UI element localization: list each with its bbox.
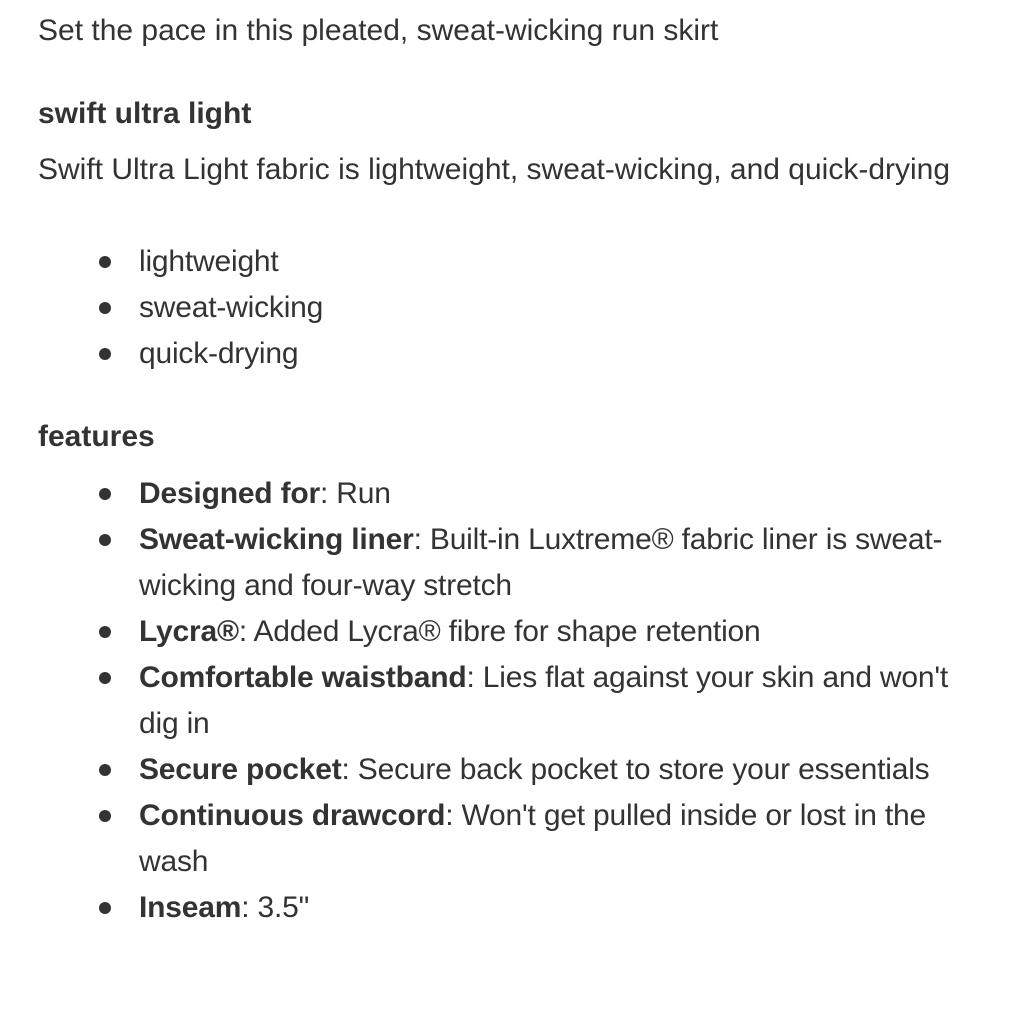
feature-detail: : Run xyxy=(319,477,391,510)
feature-term: Continuous drawcord xyxy=(139,799,446,832)
feature-item xyxy=(0,793,979,885)
fabric-attribute: sweat-wicking xyxy=(139,291,324,324)
feature-detail: : Lies flat against your skin and won't dig in xyxy=(139,661,949,740)
feature-item xyxy=(0,609,979,655)
feature-detail: : Built-in Luxtreme® fabric liner is sweat-wicking and four-way stretch xyxy=(139,523,943,602)
features-list xyxy=(0,471,979,931)
bullet-icon xyxy=(99,626,111,638)
list-item xyxy=(0,239,979,285)
bullet-icon xyxy=(99,764,111,776)
bullet-icon xyxy=(99,302,111,314)
fabric-attribute: quick-drying xyxy=(139,337,299,370)
feature-item xyxy=(0,885,979,931)
feature-term: Inseam xyxy=(139,891,242,924)
bullet-icon xyxy=(99,902,111,914)
product-intro: Set the pace in this pleated, sweat-wicking run skirt xyxy=(38,14,719,47)
feature-detail: : Added Lycra® fibre for shape retention xyxy=(238,615,761,648)
bullet-icon xyxy=(99,810,111,822)
feature-term: Lycra® xyxy=(139,615,239,648)
bullet-icon xyxy=(99,488,111,500)
feature-detail: : Won't get pulled inside or lost in the wash xyxy=(139,799,926,878)
bullet-icon xyxy=(99,534,111,546)
bullet-icon xyxy=(99,672,111,684)
feature-item xyxy=(0,517,979,609)
list-item xyxy=(0,331,979,377)
list-item xyxy=(0,285,979,331)
feature-item xyxy=(0,471,979,517)
fabric-attributes-list xyxy=(0,239,979,377)
fabric-description: Swift Ultra Light fabric is lightweight, sweat-wicking, and quick-drying xyxy=(38,153,951,186)
fabric-attribute: lightweight xyxy=(139,245,279,278)
feature-term: Designed for xyxy=(139,477,320,510)
bullet-icon xyxy=(99,348,111,360)
feature-term: Secure pocket xyxy=(139,753,342,786)
feature-detail: : Secure back pocket to store your essentials xyxy=(341,753,930,786)
feature-detail: : 3.5" xyxy=(241,891,310,924)
feature-item xyxy=(0,747,979,793)
bullet-icon xyxy=(99,256,111,268)
feature-term: Sweat-wicking liner xyxy=(139,523,414,556)
feature-term: Comfortable waistband xyxy=(139,661,467,694)
features-heading: features xyxy=(38,420,155,453)
fabric-heading: swift ultra light xyxy=(38,97,252,130)
feature-item xyxy=(0,655,979,747)
